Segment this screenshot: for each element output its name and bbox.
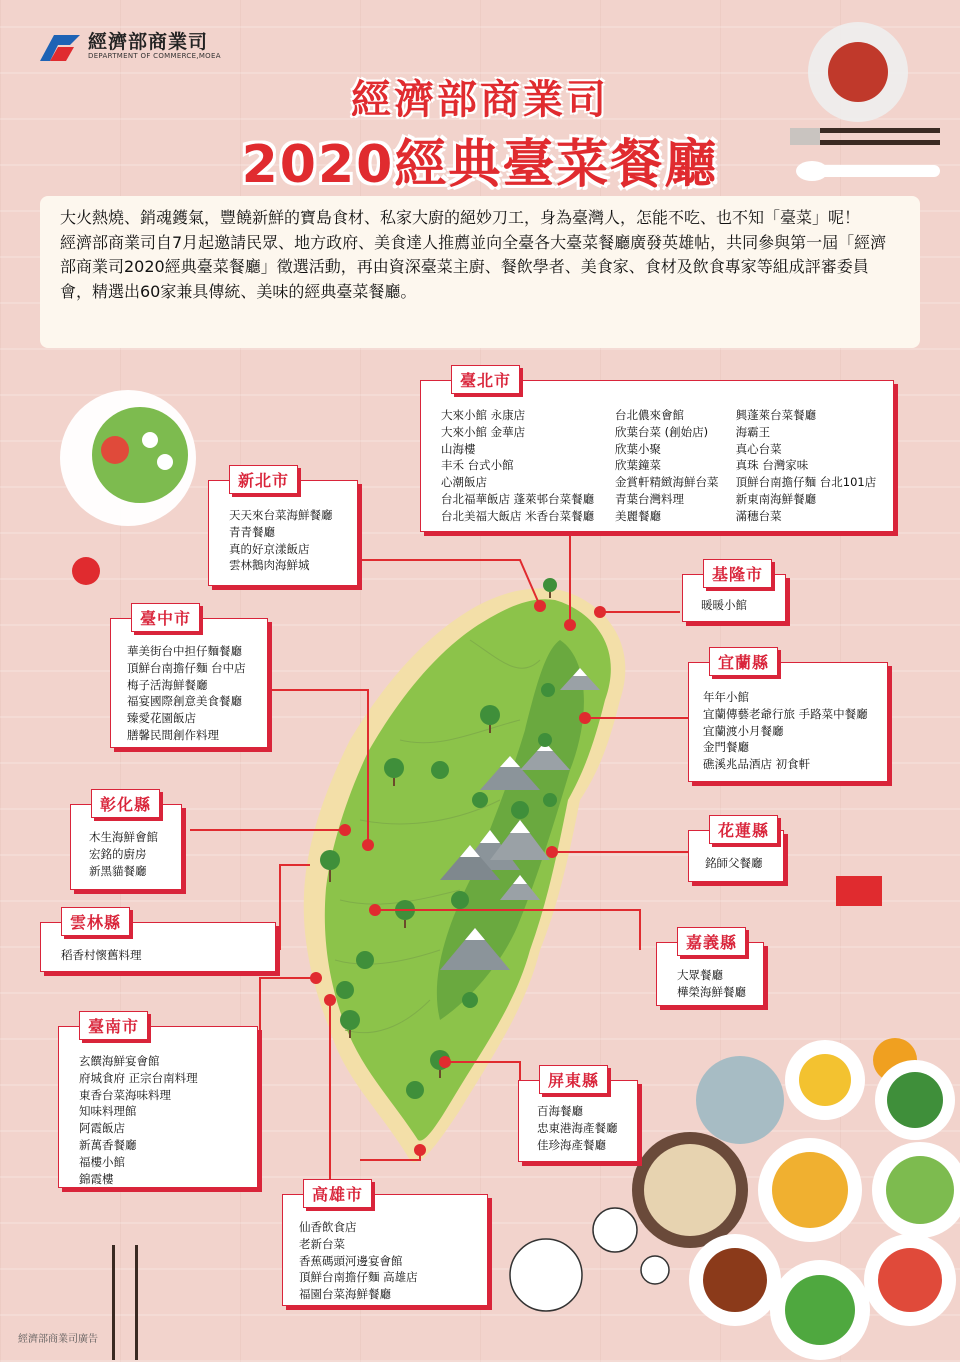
- list-item: 美麗餐廳: [614, 508, 661, 523]
- chiayi-list: [677, 967, 757, 1001]
- list-item: 金賞軒精緻海鮮台菜: [614, 475, 719, 490]
- region-tag-tainan: 臺南市: [79, 1011, 148, 1040]
- region-card-pingtung: [518, 1071, 638, 1162]
- list-item: 台北美福大飯店 米香台菜餐廳: [441, 508, 595, 523]
- list-item: 頂鮮台南擔仔麵 台中店: [127, 660, 246, 675]
- logo-sub: DEPARTMENT OF COMMERCE,MOEA: [88, 52, 221, 60]
- list-item: 福園台菜海鮮餐廳: [299, 1287, 391, 1302]
- list-item: 樺榮海鮮餐廳: [677, 984, 746, 999]
- region-card-new-taipei: [208, 471, 358, 586]
- intro-paragraph-2: 經濟部商業司自7月起邀請民眾、地方政府、美食達人推薦並向全臺各大臺菜餐廳廣發英雄帖，共同參與第一屆「經濟部商業司2020經典臺菜餐廳」徵選活動，再由資深臺菜主廚、餐飲學者、美食家、食材及飲食專家等組成評審委員會，精選出60家兼具傳統、美味的經典臺菜餐廳。: [60, 232, 887, 301]
- page-title-line2: 2020經典臺菜餐廳: [241, 135, 719, 195]
- logo: [40, 32, 221, 61]
- keelung-list: [701, 597, 777, 614]
- list-item: 宏銘的廚房: [89, 846, 147, 861]
- list-item: 佳珍海產餐廳: [537, 1137, 606, 1152]
- region-tag-pingtung: 屏東縣: [539, 1065, 608, 1094]
- list-item: 頂鮮台南擔仔麵 台北101店: [735, 475, 877, 490]
- region-card-tainan: [58, 1017, 258, 1188]
- region-card-changhua: [70, 795, 182, 890]
- list-item: 銘師父餐廳: [705, 856, 763, 870]
- list-item: 大來小館 永康店: [441, 408, 526, 422]
- list-item: 礁溪兆品酒店 初食軒: [703, 757, 811, 772]
- region-card-kaohsiung: [282, 1185, 488, 1306]
- list-item: 暖暖小館: [701, 598, 747, 612]
- list-item: 宜蘭傳藝老爺行旅 手路菜中餐廳: [703, 706, 868, 721]
- list-item: 欣葉鐘菜: [614, 458, 661, 473]
- region-card-taipei: [420, 371, 894, 532]
- logo-name: 經濟部商業司: [88, 31, 209, 53]
- list-item: 雲林鵝肉海鮮城: [229, 558, 310, 573]
- list-item: 天天來台菜海鮮餐廳: [229, 508, 333, 522]
- list-item: 新東南海鮮餐廳: [735, 491, 817, 506]
- region-tag-changhua: 彰化縣: [91, 789, 160, 818]
- list-item: 滿穗台菜: [735, 508, 782, 523]
- list-item: 大眾餐廳: [677, 968, 723, 982]
- list-item: 知味料理館: [79, 1104, 137, 1119]
- list-item: 台北福華飯店 蓬萊邨台菜餐廳: [441, 491, 595, 506]
- list-item: 香蕉碼頭河邊宴會館: [299, 1253, 403, 1268]
- changhua-list: [89, 829, 175, 879]
- list-item: 欣葉台菜 (創始店): [614, 424, 709, 439]
- list-item: 臻愛花園飯店: [127, 711, 196, 726]
- region-card-taichung: [110, 609, 268, 748]
- moea-logo-icon: [40, 33, 80, 61]
- list-item: 東香台菜海味料理: [79, 1087, 171, 1102]
- tainan-list: [79, 1053, 251, 1187]
- region-tag-kaohsiung: 高雄市: [303, 1179, 372, 1208]
- region-card-hualien: [688, 821, 784, 882]
- footer-note: 經濟部商業司廣告: [18, 1334, 98, 1345]
- yilan-list: [703, 689, 881, 773]
- region-card-keelung: [682, 565, 786, 622]
- region-tag-taichung: 臺中市: [131, 603, 200, 632]
- list-item: 山海樓: [441, 441, 476, 456]
- list-item: 錦霞樓: [79, 1171, 114, 1186]
- list-item: 膳馨民間創作料理: [127, 727, 219, 742]
- region-tag-hualien: 花蓮縣: [709, 815, 778, 844]
- list-item: 年年小館: [703, 690, 749, 704]
- region-tag-keelung: 基隆市: [703, 559, 772, 588]
- region-card-chiayi: [656, 933, 764, 1006]
- list-item: 金門餐廳: [703, 740, 749, 755]
- list-item: 丰禾 台式小館: [441, 458, 514, 473]
- region-tag-taipei: 臺北市: [451, 365, 520, 394]
- list-item: 仙香飲食店: [299, 1220, 357, 1234]
- new-taipei-list: [229, 507, 349, 574]
- pingtung-list: [537, 1103, 631, 1153]
- list-item: 欣葉小聚: [614, 441, 661, 456]
- list-item: 真的好京漾飯店: [229, 541, 310, 556]
- list-item: 老新台菜: [299, 1236, 345, 1251]
- list-item: 華美街台中担仔麵餐廳: [127, 644, 242, 658]
- region-card-yunlin: [40, 913, 276, 972]
- list-item: 頂鮮台南擔仔麵 高雄店: [299, 1270, 418, 1285]
- intro-paragraph-1: 大火熱燒、銷魂鑊氣，豐饒新鮮的寶島食材、私家大廚的絕妙刀工，身為臺灣人，怎能不吃、也不知「臺菜」呢！: [60, 208, 861, 227]
- list-item: 真心台菜: [735, 441, 782, 456]
- list-item: 稻香村懷舊料理: [61, 948, 142, 962]
- list-item: 福宴國際創意美食餐廳: [127, 694, 242, 709]
- list-item: 青葉台灣料理: [614, 491, 684, 506]
- list-item: 台北儂來會館: [614, 408, 684, 422]
- list-item: 海霸王: [735, 424, 771, 439]
- list-item: 梅子活海鮮餐廳: [127, 677, 208, 692]
- list-item: 阿霞飯店: [79, 1121, 125, 1136]
- region-card-yilan: [688, 653, 888, 782]
- taipei-col-2: [615, 407, 722, 525]
- kaohsiung-list: [299, 1219, 481, 1303]
- list-item: 新萬香餐廳: [79, 1137, 137, 1152]
- list-item: 百海餐廳: [537, 1104, 583, 1118]
- region-tag-yilan: 宜蘭縣: [709, 647, 778, 676]
- yunlin-list: [61, 947, 269, 964]
- list-item: 福樓小館: [79, 1154, 125, 1169]
- region-tag-chiayi: 嘉義縣: [677, 927, 746, 956]
- taichung-list: [127, 643, 261, 744]
- list-item: 玄饌海鮮宴會館: [79, 1054, 160, 1068]
- list-item: 府城食府 正宗台南料理: [79, 1070, 198, 1085]
- list-item: 青青餐廳: [229, 524, 275, 539]
- intro-box: [40, 196, 920, 348]
- region-tag-new-taipei: 新北市: [229, 465, 298, 494]
- taipei-col-3: [736, 407, 881, 525]
- page-title-line1: 經濟部商業司: [351, 77, 609, 123]
- hualien-list: [705, 855, 777, 872]
- list-item: 忠東港海產餐廳: [537, 1120, 618, 1135]
- list-item: 新黑貓餐廳: [89, 863, 147, 878]
- list-item: 木生海鮮會館: [89, 830, 158, 844]
- list-item: 大來小館 金華店: [441, 424, 526, 439]
- list-item: 興蓬萊台菜餐廳: [735, 408, 817, 422]
- list-item: 真珠 台灣家味: [735, 458, 809, 473]
- list-item: 宜蘭渡小月餐廳: [703, 723, 784, 738]
- region-tag-yunlin: 雲林縣: [61, 907, 130, 936]
- list-item: 心潮飯店: [441, 475, 487, 490]
- taipei-col-1: [441, 407, 601, 525]
